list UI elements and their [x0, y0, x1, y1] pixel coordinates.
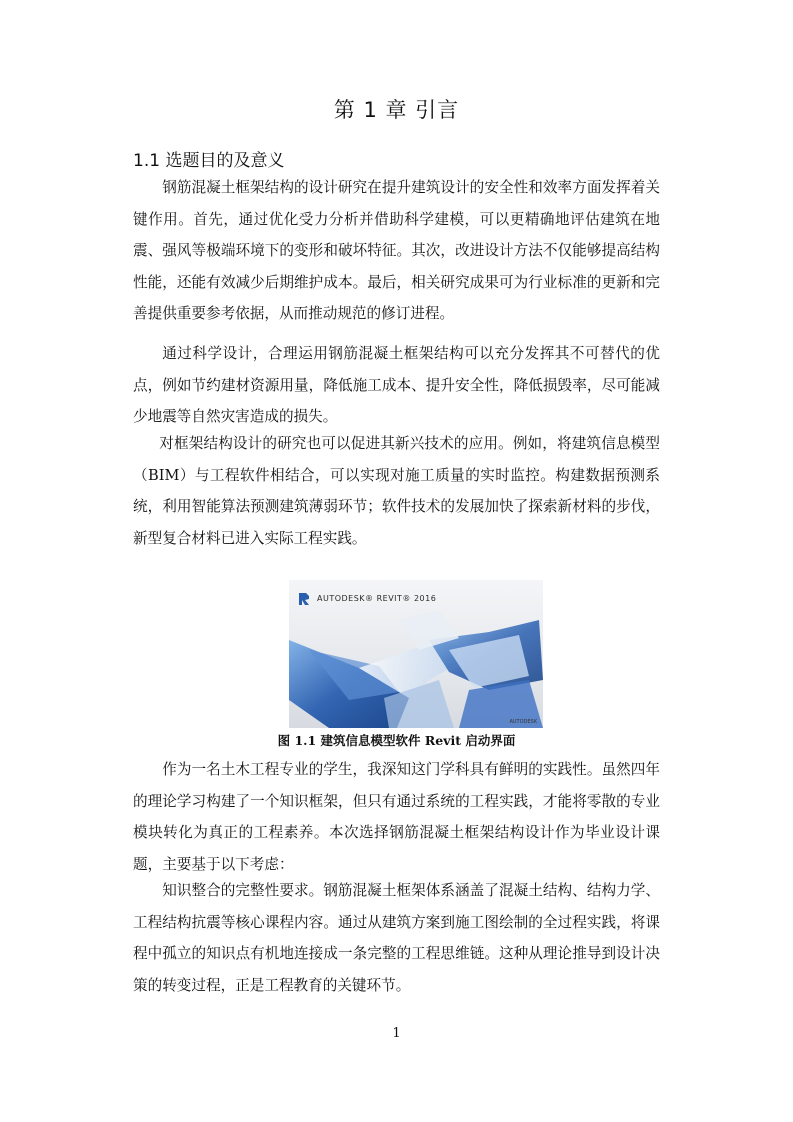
paragraph-3: 对框架结构设计的研究也可以促进其新兴技术的应用。例如，将建筑信息模型（BIM）与工程软件相结合，可以实现对施工质量的实时监控。构建数据预测系统，利用智能算法预测建筑薄弱环节；软件技术的发展加快了探索新材料的步伐，新型复合材料已进入实际工程实践。 — [133, 435, 660, 547]
figure-caption: 图 1.1 建筑信息模型软件 Revit 启动界面 — [277, 733, 516, 748]
paragraph-5: 知识整合的完整性要求。钢筋混凝土框架体系涵盖了混凝土结构、结构力学、工程结构抗震等核心课程内容。通过从建筑方案到施工图绘制的全过程实践，将课程中孤立的知识点有机地连接成一条完整的工程思维链。这种从理论推导到设计决策的转变过程，正是工程教育的关键环节。 — [133, 882, 660, 994]
page-number: 1 — [392, 1026, 401, 1041]
paragraph-4: 作为一名土木工程专业的学生，我深知这门学科具有鲜明的实践性。虽然四年的理论学习构建了一个知识框架，但只有通过系统的工程实践，才能将零散的专业模块转化为真正的工程素养。本次选择钢筋混凝土框架结构设计作为毕业设计课题，主要基于以下考虑： — [133, 761, 660, 873]
paragraph-1: 钢筋混凝土框架结构的设计研究在提升建筑设计的安全性和效率方面发挥着关键作用。首先，通过优化受力分析并借助科学建模，可以更精确地评估建筑在地震、强风等极端环境下的变形和破坏特征。其次，改进设计方法不仅能够提高结构性能，还能有效减少后期维护成本。最后，相关研究成果可为行业标准的更新和完善提供重要参考依据，从而推动规范的修订进程。 — [133, 179, 660, 322]
section-heading: 1.1 选题目的及意义 — [133, 151, 285, 171]
paragraph-2: 通过科学设计，合理运用钢筋混凝土框架结构可以充分发挥其不可替代的优点，例如节约建材资源用量，降低施工成本、提升安全性，降低损毁率，尽可能减少地震等自然灾害造成的损失。 — [133, 345, 660, 425]
splash-footer-logo: AUTODESK — [509, 719, 537, 725]
splash-brand-text: AUTODESK® REVIT® 2016 — [317, 594, 437, 603]
chapter-title: 第 1 章 引言 — [333, 98, 460, 122]
revit-splash-image — [289, 580, 543, 728]
revit-logo-icon — [298, 592, 310, 606]
